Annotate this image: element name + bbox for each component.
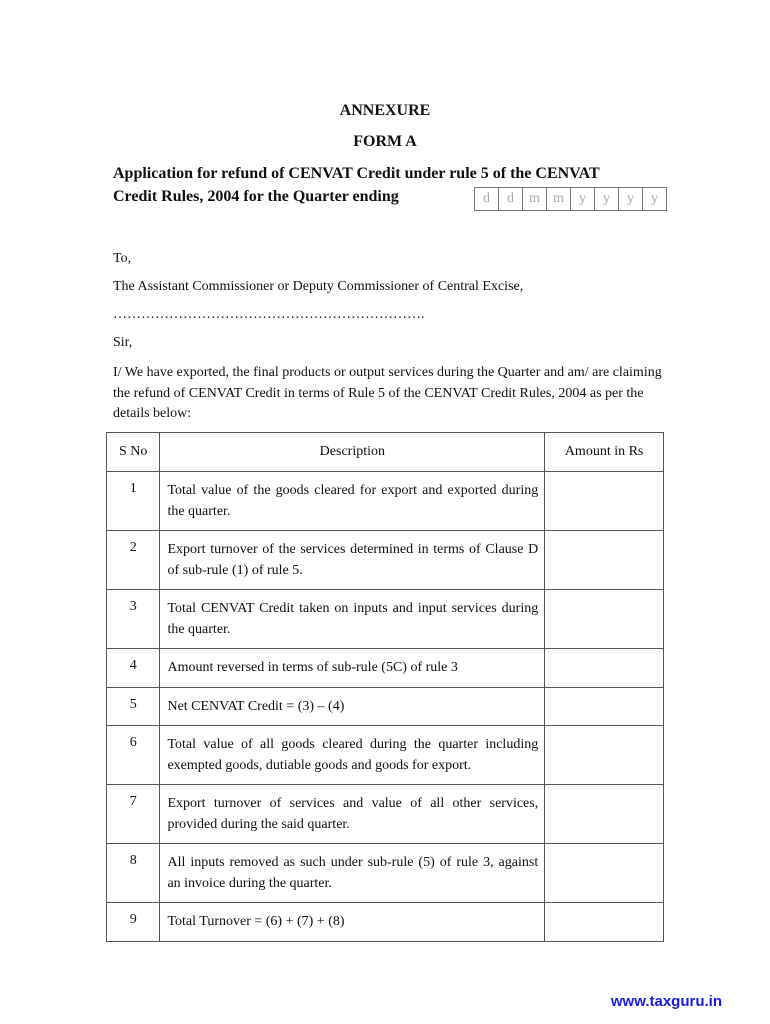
date-digit-box[interactable]: m: [547, 188, 571, 210]
letter-address-blank: ………………………………………………………….: [113, 307, 425, 322]
application-title-line1: Application for refund of CENVAT Credit under rule 5 of the CENVAT: [113, 165, 600, 182]
table-header-row: [107, 433, 664, 472]
letter-salutation: Sir,: [113, 335, 133, 350]
quarter-ending-date-field[interactable]: [474, 187, 667, 211]
table-row: [107, 649, 664, 688]
row-amount-field[interactable]: [545, 531, 664, 590]
date-digit-box[interactable]: d: [499, 188, 523, 210]
date-digit-box[interactable]: y: [651, 191, 658, 206]
row-sno: 8: [107, 844, 160, 903]
table-row: [107, 687, 664, 726]
annexure-heading: ANNEXURE: [339, 102, 431, 119]
row-amount-field[interactable]: [545, 590, 664, 649]
row-description: Total CENVAT Credit taken on inputs and input services during the quarter.: [160, 590, 545, 649]
row-sno: 6: [107, 726, 160, 785]
row-sno: 9: [107, 903, 160, 942]
application-title-line2: Credit Rules, 2004 for the Quarter ending: [113, 188, 399, 205]
row-description: Export turnover of the services determined in terms of Clause D of sub-rule (1) of rule 5.: [160, 531, 545, 590]
table-row: [107, 531, 664, 590]
table-row: [107, 903, 664, 942]
date-digit-box[interactable]: y: [571, 188, 595, 210]
row-description: Total Turnover = (6) + (7) + (8): [160, 903, 545, 942]
date-digit-box[interactable]: y: [595, 188, 619, 210]
row-description: Export turnover of services and value of all other services, provided during the said quarter.: [160, 785, 545, 844]
refund-details-table: [106, 432, 664, 942]
table-row: [107, 785, 664, 844]
row-description: Total value of all goods cleared during the quarter including exempted goods, dutiable goods and goods for export.: [160, 726, 545, 785]
date-digit-box[interactable]: m: [523, 188, 547, 210]
header-description: Description: [160, 433, 545, 472]
table-row: [107, 472, 664, 531]
row-amount-field[interactable]: [545, 472, 664, 531]
row-description: All inputs removed as such under sub-rule (5) of rule 3, against an invoice during the quarter.: [160, 844, 545, 903]
row-description: Amount reversed in terms of sub-rule (5C) of rule 3: [160, 649, 545, 688]
row-amount-field[interactable]: [545, 649, 664, 688]
footer-website-link[interactable]: www.taxguru.in: [610, 993, 722, 1010]
letter-body: I/ We have exported, the final products or output services during the Quarter and am/ are claiming the refund of CENVAT Credit in terms of Rule 5 of the CENVAT Credit Rules, 2004 as per the details below:: [113, 365, 662, 421]
table-row: [107, 590, 664, 649]
form-heading: FORM A: [353, 133, 417, 150]
row-description: Net CENVAT Credit = (3) – (4): [160, 687, 545, 726]
row-amount-field[interactable]: [545, 687, 664, 726]
row-sno: 5: [107, 687, 160, 726]
row-description: Total value of the goods cleared for export and exported during the quarter.: [160, 472, 545, 531]
row-sno: 7: [107, 785, 160, 844]
row-sno: 2: [107, 531, 160, 590]
letter-addressee: The Assistant Commissioner or Deputy Commissioner of Central Excise,: [113, 279, 524, 294]
row-sno: 3: [107, 590, 160, 649]
row-amount-field[interactable]: [545, 903, 664, 942]
row-sno: 4: [107, 649, 160, 688]
row-amount-field[interactable]: [545, 844, 664, 903]
date-digit-box[interactable]: d: [475, 188, 499, 210]
header-sno: S No: [107, 433, 160, 472]
date-digit-box[interactable]: y: [619, 188, 643, 210]
header-amount: Amount in Rs: [545, 433, 664, 472]
row-sno: 1: [107, 472, 160, 531]
letter-to: To,: [113, 251, 132, 266]
table-row: [107, 844, 664, 903]
table-row: [107, 726, 664, 785]
row-amount-field[interactable]: [545, 726, 664, 785]
row-amount-field[interactable]: [545, 785, 664, 844]
